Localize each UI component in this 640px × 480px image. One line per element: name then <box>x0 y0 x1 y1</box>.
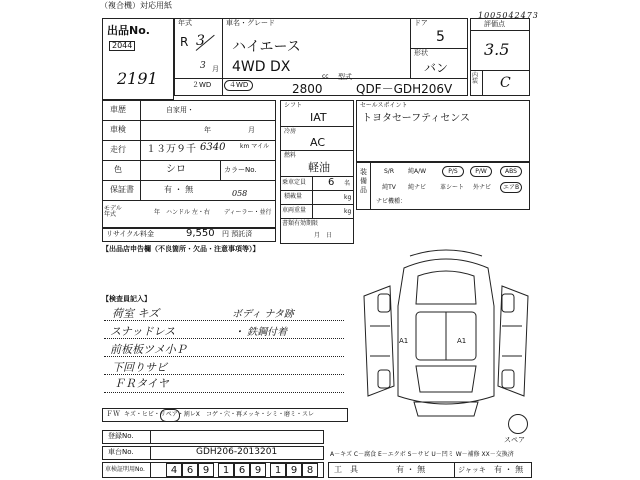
warranty-label: 保証書 <box>110 185 134 194</box>
interior-label: 内装 <box>472 72 479 85</box>
fw-text2: コゲ・穴・再メッキ・シミ・磨ミ・スレ <box>206 411 315 418</box>
weight-label: 車両重量 <box>282 207 307 214</box>
notes-heading: 【出品店申告欄（不良箇所・欠品・注意事項等）】 <box>102 245 260 253</box>
capacity-label: 乗車定員 <box>282 179 307 186</box>
cert-digit: 9 <box>198 463 214 477</box>
shift-label: シフト <box>284 102 303 109</box>
chassis-value: GDH206-2013201 <box>196 447 278 457</box>
mileage-label: 走行 <box>110 145 126 154</box>
sales-point-value: トヨタセーフティセンス <box>362 113 470 124</box>
equip-navi: 純ナビ <box>407 184 426 191</box>
cert-digit: 6 <box>182 463 198 477</box>
sales-point-label: セールスポイント <box>360 102 408 109</box>
inspector-line-1: 荷室 キズ <box>112 307 160 320</box>
fuel-value: 軽油 <box>308 161 330 174</box>
fuel-label: 燃料 <box>284 152 297 159</box>
year-era: R <box>180 35 189 49</box>
inspection-month: 月 <box>248 126 255 134</box>
year-value: 3 <box>196 33 205 49</box>
history-label: 車歴 <box>110 105 126 114</box>
interior-value: C <box>500 75 511 91</box>
model-year-label: モデル年式 <box>104 205 122 218</box>
equip-abs: ABS <box>500 166 522 177</box>
ac-label: 冷房 <box>284 128 297 135</box>
handle-options: ハンドル 左・右 <box>166 209 210 216</box>
mileage-unit: km マイル <box>240 143 270 150</box>
diagram-label-a1-left: A1 <box>399 337 409 345</box>
warranty-options: 有 ・ 無 <box>164 185 194 194</box>
cert-digit: 9 <box>250 463 266 477</box>
inspection-year: 年 <box>204 126 211 134</box>
model-year-unit: 年 <box>154 209 161 216</box>
cert-digit: 1 <box>270 463 286 477</box>
month-value: 3 <box>200 61 206 71</box>
model-label: 車名・グレード <box>226 19 275 27</box>
doors-label: ドア <box>414 19 428 27</box>
color-code-label: カラーNo. <box>224 166 257 174</box>
cc-unit: cc <box>322 73 329 80</box>
equip-ps: P/S <box>442 166 464 177</box>
chassis-label: 車台No. <box>108 448 134 456</box>
tools-label-2: 具 <box>350 465 358 474</box>
fw-text: キズ・ヒビ・リペア・割レX <box>124 411 200 418</box>
cert-digit: 4 <box>166 463 182 477</box>
model-name: ハイエース <box>232 39 301 55</box>
weight-unit: kg <box>344 208 352 215</box>
type-value: QDF－GDH206V <box>356 82 453 96</box>
diagram-label-a1-right: A1 <box>457 337 467 345</box>
equipment-label: 装備品 <box>360 168 367 194</box>
fw-label: ＦＷ <box>106 410 120 418</box>
tools-label-1: 工 <box>334 465 342 474</box>
expiry-unit: 月 日 <box>314 232 333 239</box>
cert-digit: 1 <box>218 463 234 477</box>
car-diagram <box>360 246 532 426</box>
equip-pw: P/W <box>470 166 492 177</box>
capacity-value: 6 <box>328 177 335 188</box>
inspection-label: 車検 <box>110 125 126 134</box>
lot-sub: 2044 <box>109 41 135 51</box>
type-label: 型式 <box>338 73 352 81</box>
inspector-right-1: ボディ ナタ跡 <box>232 309 294 320</box>
dealer-options: ディーラー・並行 <box>224 209 272 216</box>
cert-label: 車検証明用No. <box>105 466 145 473</box>
lot-box <box>102 18 174 100</box>
load-label: 積載量 <box>284 193 303 200</box>
jack-label: ジャッキ <box>458 466 486 474</box>
header-digits: 1005042473 <box>478 11 539 20</box>
model-grade: 4WD DX <box>232 59 291 75</box>
lot-number: 2191 <box>117 69 158 88</box>
history-value: 自家用・ <box>166 106 194 114</box>
equip-ext-navi: 外ナビ <box>472 184 491 191</box>
score-value: 3.5 <box>484 40 510 59</box>
color-value: シロ <box>166 164 186 175</box>
load-unit: kg <box>344 194 352 201</box>
recycle-value: 9,550 <box>186 228 215 239</box>
cert-digit: 6 <box>234 463 250 477</box>
doors-value: 5 <box>436 29 445 45</box>
warranty-num: 058 <box>232 189 248 198</box>
drive-4wd: ４WD <box>224 80 253 91</box>
equip-tv: 純TV <box>382 184 396 191</box>
equip-sr: S/R <box>384 168 394 175</box>
recycle-label: リサイクル料金 <box>106 230 155 238</box>
recycle-unit: 円 預託済 <box>222 230 253 238</box>
drive-2wd: ２WD <box>192 81 212 89</box>
cert-digit: 9 <box>286 463 302 477</box>
sales-point-box <box>356 100 530 162</box>
year-label: 年式 <box>178 19 192 27</box>
spare-label: スペア <box>504 436 525 444</box>
lot-label: 出品No. <box>107 24 150 37</box>
inspector-heading: 【検査員記入】 <box>102 295 151 303</box>
spare-tire-icon <box>508 414 528 434</box>
expiry-label: 書類有効期限 <box>282 220 319 227</box>
mileage-handwritten: 6340 <box>200 142 226 153</box>
inspector-right-2: ・ 鉄鋼付着 <box>234 327 288 338</box>
reg-row <box>102 430 324 444</box>
tools-options: 有 ・ 無 <box>396 465 426 474</box>
equip-airbag: エアB <box>500 182 522 193</box>
shape-value: バン <box>424 61 449 75</box>
shape-label: 形状 <box>414 49 428 57</box>
header-partial: （複合機）対応用紙 <box>100 1 172 10</box>
inspector-line-3: 前板板ツメ小Ｐ <box>110 343 187 356</box>
cert-digit: 8 <box>302 463 318 477</box>
color-label: 色 <box>114 165 122 174</box>
inspector-line-2: スナッドレス <box>110 325 176 338</box>
cc-value: 2800 <box>292 82 323 96</box>
capacity-unit: 名 <box>344 180 351 187</box>
inspector-line-4: 下回りサビ <box>112 361 167 374</box>
ac-value: AC <box>310 136 326 149</box>
equip-leather: 革シート <box>439 184 464 191</box>
score-label: 評価点 <box>484 20 505 28</box>
damage-legend: A－キズ C－腐食 E－エクボ S－サビ U－凹ミ W－補修 XX－交換済 <box>330 451 514 458</box>
mileage-value: １３万９千 <box>146 144 196 155</box>
shift-value: IAT <box>310 111 327 124</box>
jack-options: 有 ・ 無 <box>494 465 524 474</box>
nav-label: ナビ機種： <box>376 198 407 205</box>
reg-label: 登録No. <box>108 432 134 440</box>
inspector-line-5: ＦＲタイヤ <box>114 377 169 390</box>
equip-alloy: 純A/W <box>407 168 427 175</box>
month-unit: 月 <box>212 65 219 73</box>
